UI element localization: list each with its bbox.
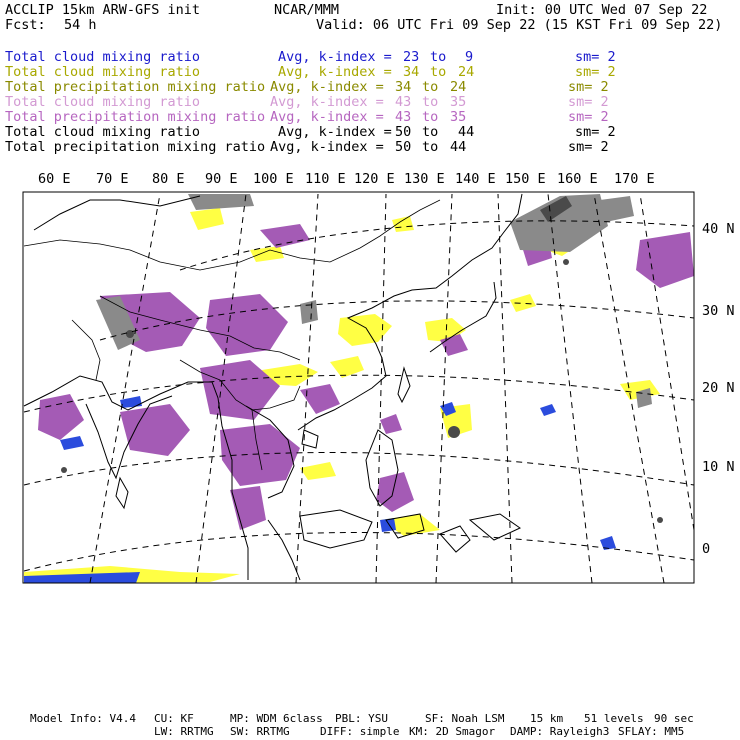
map-body	[24, 194, 694, 583]
valid-time: Valid: 06 UTC Fri 09 Sep 22 (15 KST Fri 09 Sep 22)	[316, 17, 723, 33]
field-sm: sm= 2	[575, 49, 616, 65]
field-sm: sm= 2	[568, 79, 609, 95]
lon-label: 70 E	[96, 171, 129, 187]
field-k-to: 44	[458, 124, 475, 140]
center-name: NCAR/MMM	[274, 2, 340, 18]
field-avg: Avg, k-index =	[270, 139, 384, 155]
field-to: to	[430, 64, 447, 80]
lon-label: 170 E	[614, 171, 655, 187]
field-to: to	[422, 109, 439, 125]
footer-item: 90 sec	[654, 712, 694, 725]
footer-item: PBL: YSU	[335, 712, 388, 725]
lon-label: 160 E	[557, 171, 598, 187]
lon-label: 90 E	[205, 171, 238, 187]
field-to: to	[422, 79, 439, 95]
field-k-to: 44	[450, 139, 467, 155]
lon-label: 110 E	[305, 171, 346, 187]
footer-item: CU: KF	[154, 712, 194, 725]
field-k-to: 35	[450, 109, 467, 125]
forecast-label: Fcst:	[5, 17, 46, 33]
field-to: to	[430, 49, 447, 65]
field-sm: sm= 2	[568, 94, 609, 110]
field-avg: Avg, k-index =	[278, 64, 392, 80]
field-k-from: 43	[395, 94, 412, 110]
lat-label: 10 N	[702, 459, 735, 475]
lon-label: 140 E	[455, 171, 496, 187]
forecast-hours: 54 h	[64, 17, 97, 33]
lat-lon-grid	[24, 194, 694, 583]
footer-item: 15 km	[530, 712, 564, 725]
field-name: Total cloud mixing ratio	[5, 94, 201, 110]
lon-label: 130 E	[404, 171, 445, 187]
footer-item: 51 levels	[584, 712, 644, 725]
lon-label: 60 E	[38, 171, 71, 187]
lon-label: 120 E	[354, 171, 395, 187]
field-name: Total precipitation mixing ratio	[5, 139, 266, 155]
footer-item: Model Info: V4.4	[30, 712, 136, 725]
footer-item: SF: Noah LSM	[425, 712, 505, 725]
lat-label: 40 N	[702, 221, 735, 237]
footer-item: SW: RRTMG	[230, 725, 290, 738]
field-to: to	[422, 94, 439, 110]
field-avg: Avg, k-index =	[270, 94, 384, 110]
lon-label: 150 E	[505, 171, 546, 187]
field-sm: sm= 2	[575, 124, 616, 140]
field-name: Total precipitation mixing ratio	[5, 109, 266, 125]
lat-label: 20 N	[702, 380, 735, 396]
field-name: Total cloud mixing ratio	[5, 124, 201, 140]
field-to: to	[422, 124, 439, 140]
field-k-from: 43	[395, 109, 412, 125]
field-to: to	[422, 139, 439, 155]
field-k-from: 34	[395, 79, 412, 95]
lon-label: 80 E	[152, 171, 185, 187]
field-sm: sm= 2	[575, 64, 616, 80]
field-name: Total cloud mixing ratio	[5, 49, 201, 65]
footer-item: DIFF: simple	[320, 725, 400, 738]
lat-label: 30 N	[702, 303, 735, 319]
lon-label: 100 E	[253, 171, 294, 187]
field-name: Total cloud mixing ratio	[5, 64, 201, 80]
field-k-from: 34	[403, 64, 420, 80]
field-k-from: 50	[395, 124, 412, 140]
footer-item: DAMP: Rayleigh3	[510, 725, 610, 738]
field-k-from: 50	[395, 139, 412, 155]
lat-label: 0	[702, 541, 711, 557]
field-avg: Avg, k-index =	[270, 79, 384, 95]
field-k-to: 9	[465, 49, 474, 65]
init-time: Init: 00 UTC Wed 07 Sep 22	[496, 2, 708, 18]
field-avg: Avg, k-index =	[270, 109, 384, 125]
cloud-low-field	[24, 396, 616, 583]
field-sm: sm= 2	[568, 109, 609, 125]
field-k-to: 24	[458, 64, 475, 80]
field-name: Total precipitation mixing ratio	[5, 79, 266, 95]
footer-item: LW: RRTMG	[154, 725, 214, 738]
precip-mid-field	[38, 224, 694, 530]
field-k-to: 24	[450, 79, 467, 95]
field-k-from: 23	[403, 49, 420, 65]
field-avg: Avg, k-index =	[278, 124, 392, 140]
model-title: ACCLIP 15km ARW-GFS init	[5, 2, 201, 18]
footer-item: SFLAY: MM5	[618, 725, 685, 738]
field-sm: sm= 2	[568, 139, 609, 155]
footer-item: MP: WDM 6class	[230, 712, 323, 725]
field-k-to: 35	[450, 94, 467, 110]
footer-item: KM: 2D Smagor	[409, 725, 496, 738]
field-avg: Avg, k-index =	[278, 49, 392, 65]
